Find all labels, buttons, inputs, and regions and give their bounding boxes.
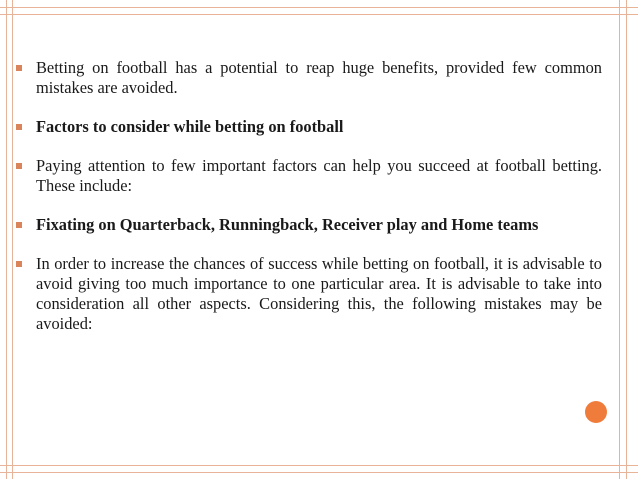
frame-line-left-inner [12,0,13,479]
decorative-orange-circle-icon [585,401,607,423]
bullet-item [14,254,602,334]
bullet-text: Paying attention to few important factors can help you succeed at football betting. These include: [36,156,602,195]
bullet-item-heading [14,117,602,137]
square-bullet-icon [16,65,22,71]
bullet-text: Fixating on Quarterback, Runningback, Receiver play and Home teams [36,215,539,234]
bullet-text: Betting on football has a potential to reap huge benefits, provided few common mistakes are avoided. [36,58,602,97]
frame-line-right-inner [619,0,620,479]
frame-line-bottom [0,472,638,473]
bullet-item-heading [14,215,602,235]
frame-line-top [0,7,638,8]
frame-line-top-inner [0,14,638,15]
frame-line-left [6,0,7,479]
bullet-text: In order to increase the chances of success while betting on football, it is advisable to avoid giving too much importance to one particular area. It is advisable to take into consideration all other aspects. Considering this, the following mistakes may be avoided: [36,254,602,333]
square-bullet-icon [16,124,22,130]
square-bullet-icon [16,261,22,267]
bullet-item [14,156,602,196]
bullet-item [14,58,602,98]
bullet-text: Factors to consider while betting on football [36,117,344,136]
frame-line-right [626,0,627,479]
square-bullet-icon [16,222,22,228]
bullet-list [14,58,602,353]
frame-line-bottom-inner [0,465,638,466]
square-bullet-icon [16,163,22,169]
